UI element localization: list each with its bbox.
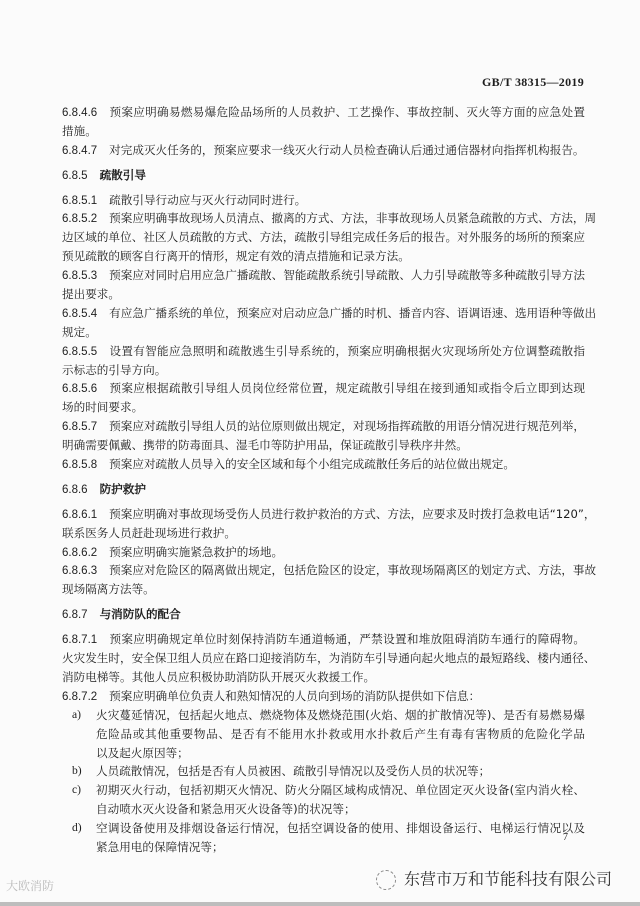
- list-item: [62, 762, 585, 781]
- line-text: 示标志的引导方向。: [62, 362, 167, 377]
- text-line: [62, 781, 585, 800]
- list-item: [62, 819, 585, 857]
- section-number: 6.8.6: [62, 483, 88, 496]
- clause: [62, 209, 597, 266]
- line-text: 初期灭火行动，包括初期灭火情况、防火分隔区域构成情况、单位固定灭火设备(室内消火栓、: [96, 783, 585, 798]
- line-text: 现场隔离方法等。: [62, 582, 155, 597]
- line-text: 消防电梯等。其他人员应积极协助消防队开展灭火救援工作。: [62, 669, 376, 684]
- clause-number: 6.8.4.7: [62, 144, 98, 157]
- line-text: 对完成灭火任务的，预案应要求一线灭火行动人员检查确认后通过通信器材向指挥机构报告。: [109, 142, 585, 157]
- clause-number: 6.8.5.8: [62, 459, 98, 472]
- bottom-divider: [0, 902, 640, 906]
- text-line: [62, 668, 585, 687]
- text-line: [62, 800, 585, 819]
- clause: [62, 141, 585, 160]
- line-text: 疏散引导行动应与灭火行动同时进行。: [109, 192, 307, 207]
- clause: [62, 455, 585, 474]
- line-text: 预案应明确单位负责人和熟知情况的人员向到场的消防队提供如下信息：: [109, 688, 481, 703]
- line-text: 预案应明确事故现场人员清点、撤离的方式、方法，非事故现场人员紧急疏散的方式、方法，周: [109, 211, 597, 226]
- clause: [62, 630, 596, 687]
- clause: [62, 543, 585, 562]
- source-watermark: 大欧消防: [6, 879, 55, 893]
- section-title: 疏散引导: [99, 167, 146, 182]
- list-marker: d): [72, 821, 82, 835]
- clause: [62, 342, 585, 380]
- section-title: 与消防队的配合: [99, 607, 181, 622]
- text-line: [62, 228, 585, 247]
- section-title: 防护救护: [99, 481, 146, 496]
- clause-number: 6.8.6.1: [62, 508, 98, 521]
- line-text: 场的时间要求。: [62, 400, 144, 415]
- text-line: [62, 580, 585, 599]
- wechat-logo-icon: [376, 870, 396, 890]
- line-text: 空调设备使用及排烟设备运行情况，包括空调设备的使用、排烟设备运行、电梯运行情况以及: [96, 821, 585, 836]
- line-text: 自动喷水灭火设备和紧急用灭火设备等)的状况等；: [96, 802, 356, 817]
- line-text: 危险品或其他重要物品、是否有不能用水扑救或用水扑救后产生有毒有害物质的危险化学品: [96, 726, 585, 741]
- document-body: [62, 103, 597, 857]
- text-line: [62, 543, 585, 562]
- section-number: 6.8.7: [62, 609, 88, 622]
- company-watermark-text: 东营市万和节能科技有限公司: [404, 869, 613, 889]
- text-line: [62, 524, 585, 543]
- section-heading: [62, 166, 585, 185]
- list-item: [62, 706, 585, 763]
- text-line: [62, 687, 585, 706]
- clause: [62, 103, 585, 141]
- clause: [62, 687, 585, 706]
- clause-number: 6.8.6.3: [62, 565, 98, 578]
- line-text: 以及起火原因等；: [96, 745, 189, 760]
- clause: [62, 505, 596, 543]
- page-number: 7: [563, 832, 568, 843]
- line-text: 提出要求。: [62, 287, 120, 302]
- text-line: [62, 762, 585, 781]
- line-text: 边区域的单位、社区人员疏散的方式、方法，疏散引导组完成任务后的报告。对外服务的场所的预案应: [62, 230, 585, 245]
- text-line: [62, 630, 585, 649]
- list-marker: a): [72, 707, 82, 721]
- line-text: 预见疏散的顾客自行离开的情形，规定有效的清点措施和记录方法。: [62, 249, 410, 264]
- clause-number: 6.8.5.5: [62, 345, 98, 358]
- text-line: [62, 649, 596, 668]
- line-text: 预案应明确对事故现场受伤人员进行救护救治的方式、方法，应要求及时拨打急救电话“120”，: [109, 506, 596, 521]
- list-marker: b): [72, 764, 82, 778]
- section-heading: [62, 605, 585, 624]
- standard-number: GB/T 38315—2019: [482, 75, 584, 89]
- text-line: [62, 417, 585, 436]
- text-line: [62, 266, 585, 285]
- line-text: 预案应对危险区的隔离做出规定，包括危险区的设定，事故现场隔离区的划定方式、方法，事故: [109, 563, 597, 578]
- text-line: [62, 379, 585, 398]
- clause-number: 6.8.5.1: [62, 194, 98, 207]
- text-line: [62, 744, 585, 763]
- line-text: 预案应对疏散人员导入的安全区域和每个小组完成疏散任务后的站位做出规定。: [109, 457, 515, 472]
- line-text: 人员疏散情况，包括是否有人员被困、疏散引导情况以及受伤人员的状况等；: [96, 764, 491, 779]
- text-line: [62, 561, 597, 580]
- text-line: [62, 141, 585, 160]
- clause: [62, 561, 597, 599]
- text-line: [62, 285, 585, 304]
- line-text: 预案应根据疏散引导组人员岗位经常位置，规定疏散引导组在接到通知或指令后立即到达现: [109, 381, 585, 396]
- text-line: [62, 361, 585, 380]
- text-line: [62, 209, 597, 228]
- text-line: [62, 304, 597, 323]
- line-text: 预案应明确易燃易爆危险品场所的人员救护、工艺操作、事故控制、灭火等方面的应急处置: [109, 105, 585, 119]
- list-item: [62, 781, 585, 819]
- line-text: 规定。: [62, 324, 97, 339]
- clause: [62, 191, 585, 210]
- clause-number: 6.8.7.2: [62, 690, 98, 703]
- line-text: 火灾发生时，安全保卫组人员应在路口迎接消防车，为消防车引导通向起火地点的最短路线、楼内通径、: [62, 651, 596, 666]
- text-line: [62, 436, 585, 455]
- line-text: 有应急广播系统的单位，预案应对启动应急广播的时机、播音内容、语调语速、选用语种等做出: [109, 305, 597, 320]
- text-line: [62, 505, 596, 524]
- text-line: [62, 323, 585, 342]
- line-text: 联系医务人员赶赴现场进行救护。: [62, 525, 236, 540]
- line-text: 预案应对疏散引导组人员的站位原则做出规定，对现场指挥疏散的用语分情况进行规范列举，: [109, 419, 585, 434]
- line-text: 预案应明确实施紧急救护的场地。: [109, 544, 284, 559]
- section-heading: [62, 480, 585, 499]
- clause: [62, 417, 585, 455]
- line-text: 措施。: [62, 123, 97, 138]
- text-line: [62, 455, 585, 474]
- clause-number: 6.8.5.4: [62, 307, 98, 320]
- clause: [62, 304, 597, 342]
- clause-number: 6.8.4.6: [62, 107, 98, 119]
- line-text: 明确需要佩戴、携带的防毒面具、湿毛巾等防护用品，保证疏散引导秩序井然。: [62, 438, 468, 453]
- text-line: [62, 122, 585, 141]
- clause-number: 6.8.5.2: [62, 213, 98, 226]
- clause-number: 6.8.5.7: [62, 421, 98, 434]
- text-line: [62, 838, 585, 857]
- list-marker: c): [72, 783, 82, 797]
- text-line: [62, 191, 585, 210]
- company-watermark: [376, 868, 612, 891]
- text-line: [62, 725, 585, 744]
- text-line: [62, 103, 585, 122]
- text-line: [62, 247, 585, 266]
- clause-number: 6.8.7.1: [62, 634, 98, 647]
- text-line: [62, 706, 585, 725]
- line-text: 预案应明确规定单位时刻保持消防车通道畅通，严禁设置和堆放阻碍消防车通行的障碍物。: [109, 632, 585, 647]
- clause-number: 6.8.5.3: [62, 270, 98, 283]
- clause: [62, 379, 585, 417]
- line-text: 设置有智能应急照明和疏散逃生引导系统的，预案应明确根据火灾现场所处方位调整疏散指: [109, 343, 585, 358]
- clause: [62, 266, 585, 304]
- line-text: 火灾蔓延情况，包括起火地点、燃烧物体及燃烧范围(火焰、烟的扩散情况等)、是否有易燃易爆: [96, 707, 585, 722]
- text-line: [62, 398, 585, 417]
- section-number: 6.8.5: [62, 169, 88, 182]
- clause-number: 6.8.6.2: [62, 546, 98, 559]
- clause-number: 6.8.5.6: [62, 383, 98, 396]
- line-text: 紧急用电的保障情况等；: [96, 839, 224, 854]
- text-line: [62, 819, 585, 838]
- line-text: 预案应对同时启用应急广播疏散、智能疏散系统引导疏散、人力引导疏散等多种疏散引导方法: [109, 268, 585, 283]
- text-line: [62, 342, 585, 361]
